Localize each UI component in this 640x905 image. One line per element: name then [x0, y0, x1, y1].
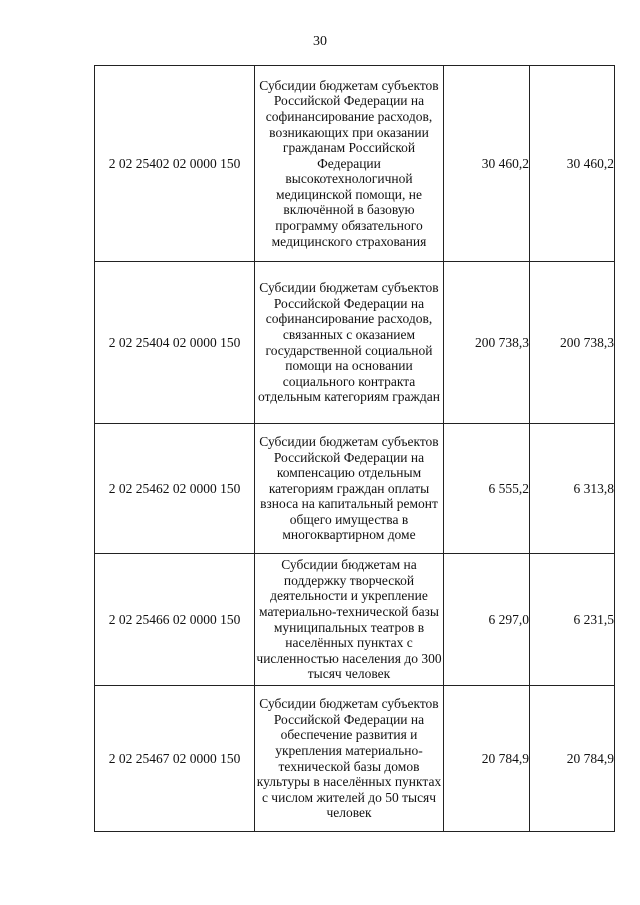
table-row	[95, 66, 615, 262]
amount-cell-1: 20 784,9	[444, 686, 530, 832]
revenue-name-cell: Субсидии бюджетам на поддержку творческой деятельности и укрепление материально-технической базы муниципальных театров в населённых пунктах с численностью населения до 300 тысяч человек	[255, 554, 444, 686]
table-row	[95, 262, 615, 424]
table-row	[95, 554, 615, 686]
amount-cell-2: 6 313,8	[530, 424, 615, 554]
amount-cell-1: 6 555,2	[444, 424, 530, 554]
page-number: 30	[313, 34, 327, 49]
budget-code-cell: 2 02 25404 02 0000 150	[95, 262, 255, 424]
amount-cell-2: 20 784,9	[530, 686, 615, 832]
budget-code-cell: 2 02 25402 02 0000 150	[95, 66, 255, 262]
budget-code-cell: 2 02 25467 02 0000 150	[95, 686, 255, 832]
amount-cell-1: 200 738,3	[444, 262, 530, 424]
revenue-name-cell: Субсидии бюджетам субъектов Российской Федерации на компенсацию отдельным категориям граждан оплаты взноса на капитальный ремонт общего имущества в многоквартирном доме	[255, 424, 444, 554]
table-row	[95, 686, 615, 832]
amount-cell-2: 6 231,5	[530, 554, 615, 686]
revenue-name-cell: Субсидии бюджетам субъектов Российской Федерации на софинансирование расходов, связанных с оказанием государственной социальной помощи на основании социального контракта отдельным категориям граждан	[255, 262, 444, 424]
revenue-name-cell: Субсидии бюджетам субъектов Российской Федерации на софинансирование расходов, возникающих при оказании гражданам Российской Федерации высокотехнологичной медицинской помощи, не включённой в базовую программу обязательного медицинского страхования	[255, 66, 444, 262]
amount-cell-2: 30 460,2	[530, 66, 615, 262]
revenue-name-cell: Субсидии бюджетам субъектов Российской Федерации на обеспечение развития и укрепления материально-технической базы домов культуры в населённых пунктах с числом жителей до 50 тысяч человек	[255, 686, 444, 832]
table-row	[95, 424, 615, 554]
amount-cell-1: 30 460,2	[444, 66, 530, 262]
budget-code-cell: 2 02 25462 02 0000 150	[95, 424, 255, 554]
amount-cell-1: 6 297,0	[444, 554, 530, 686]
amount-cell-2: 200 738,3	[530, 262, 615, 424]
budget-revenue-table	[94, 65, 615, 832]
budget-code-cell: 2 02 25466 02 0000 150	[95, 554, 255, 686]
